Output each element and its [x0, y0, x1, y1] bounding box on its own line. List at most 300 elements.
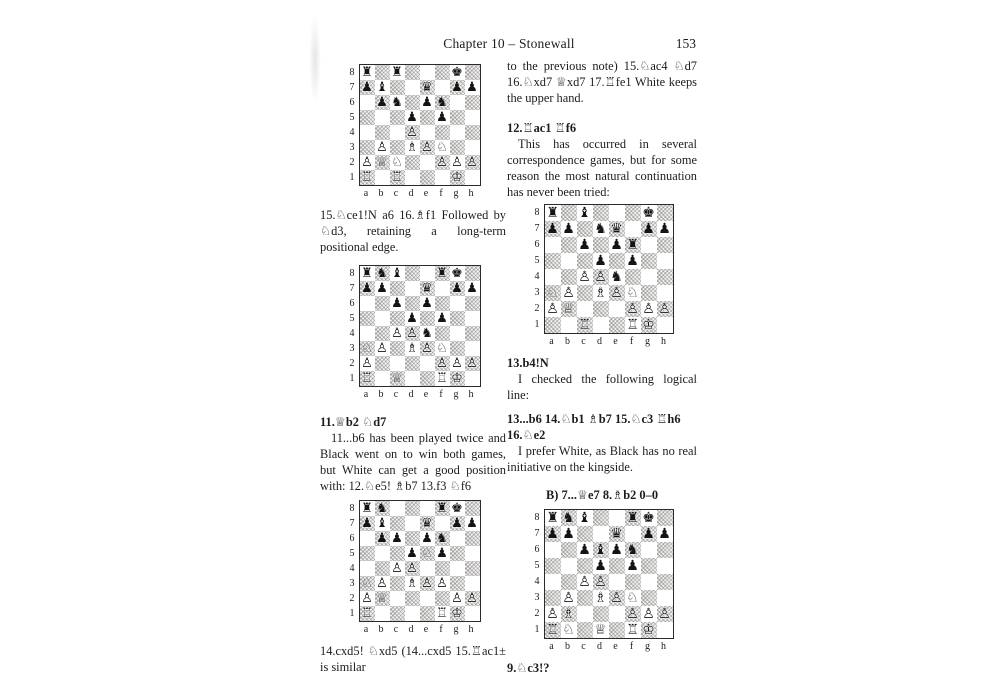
file-label: e: [423, 188, 429, 199]
rank-label: 3: [534, 287, 540, 298]
board-square: [375, 125, 390, 140]
board-square-wP: ♙: [546, 606, 559, 622]
board-square: [561, 317, 577, 333]
board-square-bQ: ♛: [610, 221, 623, 237]
board-square: [450, 95, 465, 110]
board-square: [405, 371, 420, 386]
board-square: [657, 285, 673, 301]
board-square: [405, 170, 420, 185]
board-square: [450, 311, 465, 326]
file-label: a: [549, 641, 554, 652]
file-label: b: [378, 188, 384, 199]
file-label: f: [439, 188, 443, 199]
board-square-wK: ♔: [642, 317, 655, 333]
file-label: e: [613, 336, 618, 347]
rank-label: 2: [349, 593, 355, 604]
board-square-wP: ♙: [626, 606, 639, 622]
rank-label: 7: [534, 528, 540, 539]
board-square: [609, 606, 625, 622]
board-square-bP: ♟: [578, 237, 591, 253]
board-square: [420, 65, 435, 80]
board-square-wP: ♙: [406, 561, 418, 576]
file-label: c: [393, 624, 399, 635]
board-square-bP: ♟: [436, 311, 448, 326]
board-square: [465, 531, 480, 546]
rank-label: 8: [349, 268, 355, 279]
board-square-bP: ♟: [610, 542, 623, 558]
board-square-bN: ♞: [436, 95, 448, 110]
board-square-wP: ♙: [578, 574, 591, 590]
board-square: [561, 205, 577, 221]
board-square-wQ: ♕: [562, 301, 575, 317]
board-square: [465, 125, 480, 140]
board-square: [609, 301, 625, 317]
board-square-bP: ♟: [376, 95, 388, 110]
file-label: b: [378, 624, 384, 635]
board-square: [625, 526, 641, 542]
board-square-bP: ♟: [436, 546, 448, 561]
file-label: a: [363, 389, 369, 400]
board-square-wP: ♙: [562, 590, 575, 606]
board-square-wR: ♖: [436, 606, 448, 621]
board-square-bB: ♝: [578, 510, 591, 526]
board-square: [420, 266, 435, 281]
board-square: [465, 561, 480, 576]
board-square: [360, 546, 375, 561]
board-square-bB: ♝: [376, 80, 388, 95]
board-square: [435, 65, 450, 80]
board-square-wB: ♗: [562, 606, 575, 622]
board-square-bP: ♟: [436, 110, 448, 125]
board-square: [360, 110, 375, 125]
file-label: a: [363, 624, 369, 635]
board-square-bN: ♞: [391, 95, 403, 110]
board-square: [405, 516, 420, 531]
board-square-wP: ♙: [658, 606, 671, 622]
file-label: g: [453, 188, 459, 199]
board-square-wR: ♖: [361, 371, 373, 386]
board-square: [657, 205, 673, 221]
board-square: [609, 317, 625, 333]
board-square: [435, 281, 450, 296]
board-square: [435, 296, 450, 311]
board-square-bP: ♟: [421, 95, 433, 110]
board-square: [641, 253, 657, 269]
board-square: [375, 296, 390, 311]
rank-label: 7: [349, 518, 355, 529]
board-square: [450, 341, 465, 356]
rank-label: 3: [349, 142, 355, 153]
chess-board: [544, 204, 674, 334]
board-square-bQ: ♛: [421, 281, 433, 296]
rank-label: 1: [534, 319, 540, 330]
board-square-wB: ♗: [406, 341, 418, 356]
chess-diagram-5: [531, 509, 674, 652]
board-square-wP: ♙: [562, 285, 575, 301]
move-commentary: to the previous note) 15.♘ac4 ♘d7 16.♘xd7 ♕xd7 17.♖fe1 White keeps the upper hand.: [507, 59, 697, 105]
board-square: [405, 266, 420, 281]
board-square-bP: ♟: [578, 542, 591, 558]
board-square-bP: ♟: [562, 221, 575, 237]
board-square-wB: ♗: [406, 140, 418, 155]
file-label: e: [613, 641, 618, 652]
move-heading: 11.♕b2 ♘d7: [320, 415, 387, 429]
board-square-wP: ♙: [594, 574, 607, 590]
board-square-wN: ♘: [391, 155, 403, 170]
board-square-wP: ♙: [421, 341, 433, 356]
board-square-bP: ♟: [466, 281, 478, 296]
board-square: [465, 576, 480, 591]
rank-label: 1: [349, 373, 355, 384]
board-square: [375, 356, 390, 371]
board-square-wN: ♘: [546, 285, 559, 301]
board-square-wQ: ♕: [376, 155, 388, 170]
board-square-bP: ♟: [361, 516, 373, 531]
rank-label: 7: [534, 223, 540, 234]
board-square: [657, 237, 673, 253]
board-square: [657, 574, 673, 590]
board-square: [657, 253, 673, 269]
diagram-grid: [346, 265, 481, 400]
file-label: g: [645, 641, 650, 652]
rank-labels: [531, 509, 544, 639]
board-square: [405, 356, 420, 371]
board-square: [577, 301, 593, 317]
move-line: 13...b6 14.♘b1 ♗b7 15.♘c3 ♖h6 16.♘e2: [507, 412, 681, 442]
board-square: [465, 65, 480, 80]
board-square: [625, 205, 641, 221]
board-square-bP: ♟: [406, 311, 418, 326]
board-square: [609, 574, 625, 590]
board-square: [450, 531, 465, 546]
board-square: [593, 205, 609, 221]
board-square-wP: ♙: [658, 301, 671, 317]
board-square: [390, 110, 405, 125]
board-square: [561, 269, 577, 285]
chess-board: [359, 265, 481, 387]
file-label: e: [423, 624, 429, 635]
board-square-wR: ♖: [626, 622, 639, 638]
board-square: [360, 326, 375, 341]
board-square: [561, 574, 577, 590]
board-square: [450, 326, 465, 341]
board-square-wP: ♙: [406, 326, 418, 341]
board-square-wP: ♙: [361, 356, 373, 371]
board-square: [465, 266, 480, 281]
board-square-wP: ♙: [451, 591, 463, 606]
board-square-bN: ♞: [376, 501, 388, 516]
rank-label: 4: [349, 328, 355, 339]
file-label: g: [453, 389, 459, 400]
rank-label: 7: [349, 283, 355, 294]
board-square: [625, 574, 641, 590]
board-square: [465, 140, 480, 155]
chess-board: [359, 64, 481, 186]
board-square: [360, 140, 375, 155]
board-square-bP: ♟: [406, 546, 418, 561]
file-label: g: [453, 624, 459, 635]
board-square-bR: ♜: [361, 65, 373, 80]
page-header: [320, 36, 698, 56]
page-number: 153: [675, 36, 696, 51]
board-square: [641, 285, 657, 301]
board-square: [435, 561, 450, 576]
board-square: [420, 591, 435, 606]
board-square: [420, 125, 435, 140]
board-square-bP: ♟: [658, 221, 671, 237]
board-square-bP: ♟: [642, 526, 655, 542]
board-square-wQ: ♕: [594, 622, 607, 638]
board-square: [593, 606, 609, 622]
board-square-wP: ♙: [466, 356, 478, 371]
board-square: [465, 606, 480, 621]
rank-label: 6: [534, 544, 540, 555]
board-square-bP: ♟: [658, 526, 671, 542]
board-square-bP: ♟: [361, 80, 373, 95]
board-square-bP: ♟: [626, 253, 639, 269]
rank-label: 8: [534, 207, 540, 218]
file-label: g: [645, 336, 650, 347]
board-square-wP: ♙: [642, 606, 655, 622]
diagram-grid: [531, 204, 674, 347]
board-square-bN: ♞: [376, 266, 388, 281]
board-square-wN: ♘: [421, 546, 433, 561]
file-label: h: [661, 336, 666, 347]
file-label: e: [423, 389, 429, 400]
board-square: [465, 110, 480, 125]
board-square: [657, 558, 673, 574]
board-square-bP: ♟: [376, 281, 388, 296]
board-square-wP: ♙: [436, 576, 448, 591]
board-square-bP: ♟: [451, 281, 463, 296]
board-square-bN: ♞: [610, 269, 623, 285]
board-square-wP: ♙: [610, 590, 623, 606]
board-square: [450, 110, 465, 125]
file-labels: [359, 188, 481, 199]
board-square-bK: ♚: [451, 501, 463, 516]
board-square: [375, 65, 390, 80]
rank-label: 2: [349, 358, 355, 369]
board-square-bB: ♝: [578, 205, 591, 221]
rank-label: 6: [349, 533, 355, 544]
board-square-bP: ♟: [376, 531, 388, 546]
board-square: [405, 281, 420, 296]
board-square-wP: ♙: [466, 155, 478, 170]
board-square-bP: ♟: [421, 531, 433, 546]
file-label: a: [549, 336, 554, 347]
board-square: [609, 510, 625, 526]
move-commentary: This has occurred in several correspondence games, but for some reason the most natural continuation has never been tried:: [507, 137, 697, 199]
board-square-wN: ♘: [361, 341, 373, 356]
chess-diagram-3: [346, 500, 481, 635]
board-square-wR: ♖: [436, 371, 448, 386]
file-label: f: [439, 624, 443, 635]
board-square-wP: ♙: [391, 561, 403, 576]
board-square: [405, 95, 420, 110]
board-square: [593, 301, 609, 317]
board-square: [545, 590, 561, 606]
board-square: [390, 501, 405, 516]
rank-label: 8: [349, 503, 355, 514]
diagram-grid: [531, 509, 674, 652]
board-square-wP: ♙: [451, 356, 463, 371]
board-square: [545, 269, 561, 285]
board-square: [420, 356, 435, 371]
board-square-bR: ♜: [626, 510, 639, 526]
move-commentary: 14.cxd5! ♘xd5 (14...cxd5 15.♖ac1± is similar: [320, 644, 506, 674]
board-square: [390, 311, 405, 326]
rank-label: 8: [534, 512, 540, 523]
board-square: [360, 531, 375, 546]
file-label: b: [565, 336, 570, 347]
board-square: [420, 110, 435, 125]
chess-diagram-1: [346, 64, 481, 199]
chess-diagram-4: [531, 204, 674, 347]
rank-label: 3: [534, 592, 540, 603]
board-square: [593, 510, 609, 526]
board-square-wN: ♘: [361, 576, 373, 591]
board-square: [625, 221, 641, 237]
board-square-bP: ♟: [451, 516, 463, 531]
board-square-wK: ♔: [451, 606, 463, 621]
file-labels: [359, 624, 481, 635]
board-square-wP: ♙: [578, 269, 591, 285]
file-label: d: [408, 188, 414, 199]
move-commentary: I prefer White, as Black has no real initiative on the kingside.: [507, 444, 697, 474]
board-square: [360, 95, 375, 110]
board-square: [390, 140, 405, 155]
board-square-bN: ♞: [626, 542, 639, 558]
board-square-wP: ♙: [376, 576, 388, 591]
rank-label: 2: [349, 157, 355, 168]
board-square-wR: ♖: [546, 622, 559, 638]
board-square: [405, 606, 420, 621]
rank-label: 5: [349, 548, 355, 559]
board-square-wP: ♙: [391, 326, 403, 341]
chess-board: [544, 509, 674, 639]
board-square: [375, 170, 390, 185]
board-square: [375, 561, 390, 576]
board-square-bP: ♟: [546, 221, 559, 237]
board-square-bP: ♟: [626, 558, 639, 574]
board-square: [450, 125, 465, 140]
file-label: h: [468, 389, 474, 400]
board-square: [435, 326, 450, 341]
board-square: [420, 606, 435, 621]
move-heading: 13.b4!N: [507, 356, 549, 370]
board-square: [561, 542, 577, 558]
board-square-bQ: ♛: [421, 80, 433, 95]
board-square-bP: ♟: [466, 516, 478, 531]
board-square-wB: ♗: [406, 576, 418, 591]
diagram-grid: [346, 500, 481, 635]
board-square-wR: ♖: [391, 170, 403, 185]
board-square: [641, 269, 657, 285]
board-square-wB: ♗: [594, 285, 607, 301]
board-square: [375, 546, 390, 561]
board-square: [375, 110, 390, 125]
board-square-bP: ♟: [391, 296, 403, 311]
board-square: [657, 317, 673, 333]
board-square: [390, 356, 405, 371]
board-square: [625, 269, 641, 285]
board-square: [577, 622, 593, 638]
board-square-wK: ♔: [451, 170, 463, 185]
rank-labels: [346, 500, 359, 622]
board-square: [561, 253, 577, 269]
board-square-bR: ♜: [626, 237, 639, 253]
board-square: [405, 80, 420, 95]
board-square: [593, 317, 609, 333]
board-square: [435, 170, 450, 185]
file-label: f: [439, 389, 443, 400]
board-square: [641, 558, 657, 574]
board-square: [545, 542, 561, 558]
board-square-bR: ♜: [361, 266, 373, 281]
board-square-bQ: ♛: [421, 516, 433, 531]
file-label: d: [408, 389, 414, 400]
board-square-bK: ♚: [451, 65, 463, 80]
board-square-wN: ♘: [436, 341, 448, 356]
board-square-bN: ♞: [562, 510, 575, 526]
chess-board: [359, 500, 481, 622]
rank-label: 4: [349, 563, 355, 574]
board-square: [360, 296, 375, 311]
diagram-grid: [346, 64, 481, 199]
board-square: [420, 371, 435, 386]
rank-label: 2: [534, 303, 540, 314]
board-square: [577, 590, 593, 606]
board-square-bN: ♞: [421, 326, 433, 341]
board-square: [465, 296, 480, 311]
rank-label: 5: [534, 560, 540, 571]
board-square-wP: ♙: [376, 341, 388, 356]
board-square: [360, 311, 375, 326]
rank-label: 4: [534, 576, 540, 587]
board-square: [450, 546, 465, 561]
rank-label: 6: [534, 239, 540, 250]
board-square: [405, 501, 420, 516]
board-square: [465, 546, 480, 561]
board-square: [435, 591, 450, 606]
board-square-wP: ♙: [361, 591, 373, 606]
board-square: [641, 590, 657, 606]
rank-label: 5: [534, 255, 540, 266]
board-square-bR: ♜: [546, 510, 559, 526]
rank-label: 6: [349, 298, 355, 309]
board-square: [390, 606, 405, 621]
file-label: h: [468, 188, 474, 199]
board-square-bP: ♟: [594, 558, 607, 574]
board-square-bR: ♜: [436, 266, 448, 281]
board-square: [390, 576, 405, 591]
board-square: [609, 558, 625, 574]
board-square: [390, 341, 405, 356]
board-square: [375, 311, 390, 326]
rank-label: 1: [349, 172, 355, 183]
board-square-bB: ♝: [376, 516, 388, 531]
move-heading: 9.♘c3!?: [507, 661, 550, 675]
board-square: [375, 326, 390, 341]
board-square: [545, 574, 561, 590]
board-square: [561, 237, 577, 253]
board-square-wP: ♙: [626, 301, 639, 317]
board-square: [641, 237, 657, 253]
board-square: [593, 526, 609, 542]
file-label: b: [565, 641, 570, 652]
board-square: [657, 590, 673, 606]
board-square: [577, 558, 593, 574]
